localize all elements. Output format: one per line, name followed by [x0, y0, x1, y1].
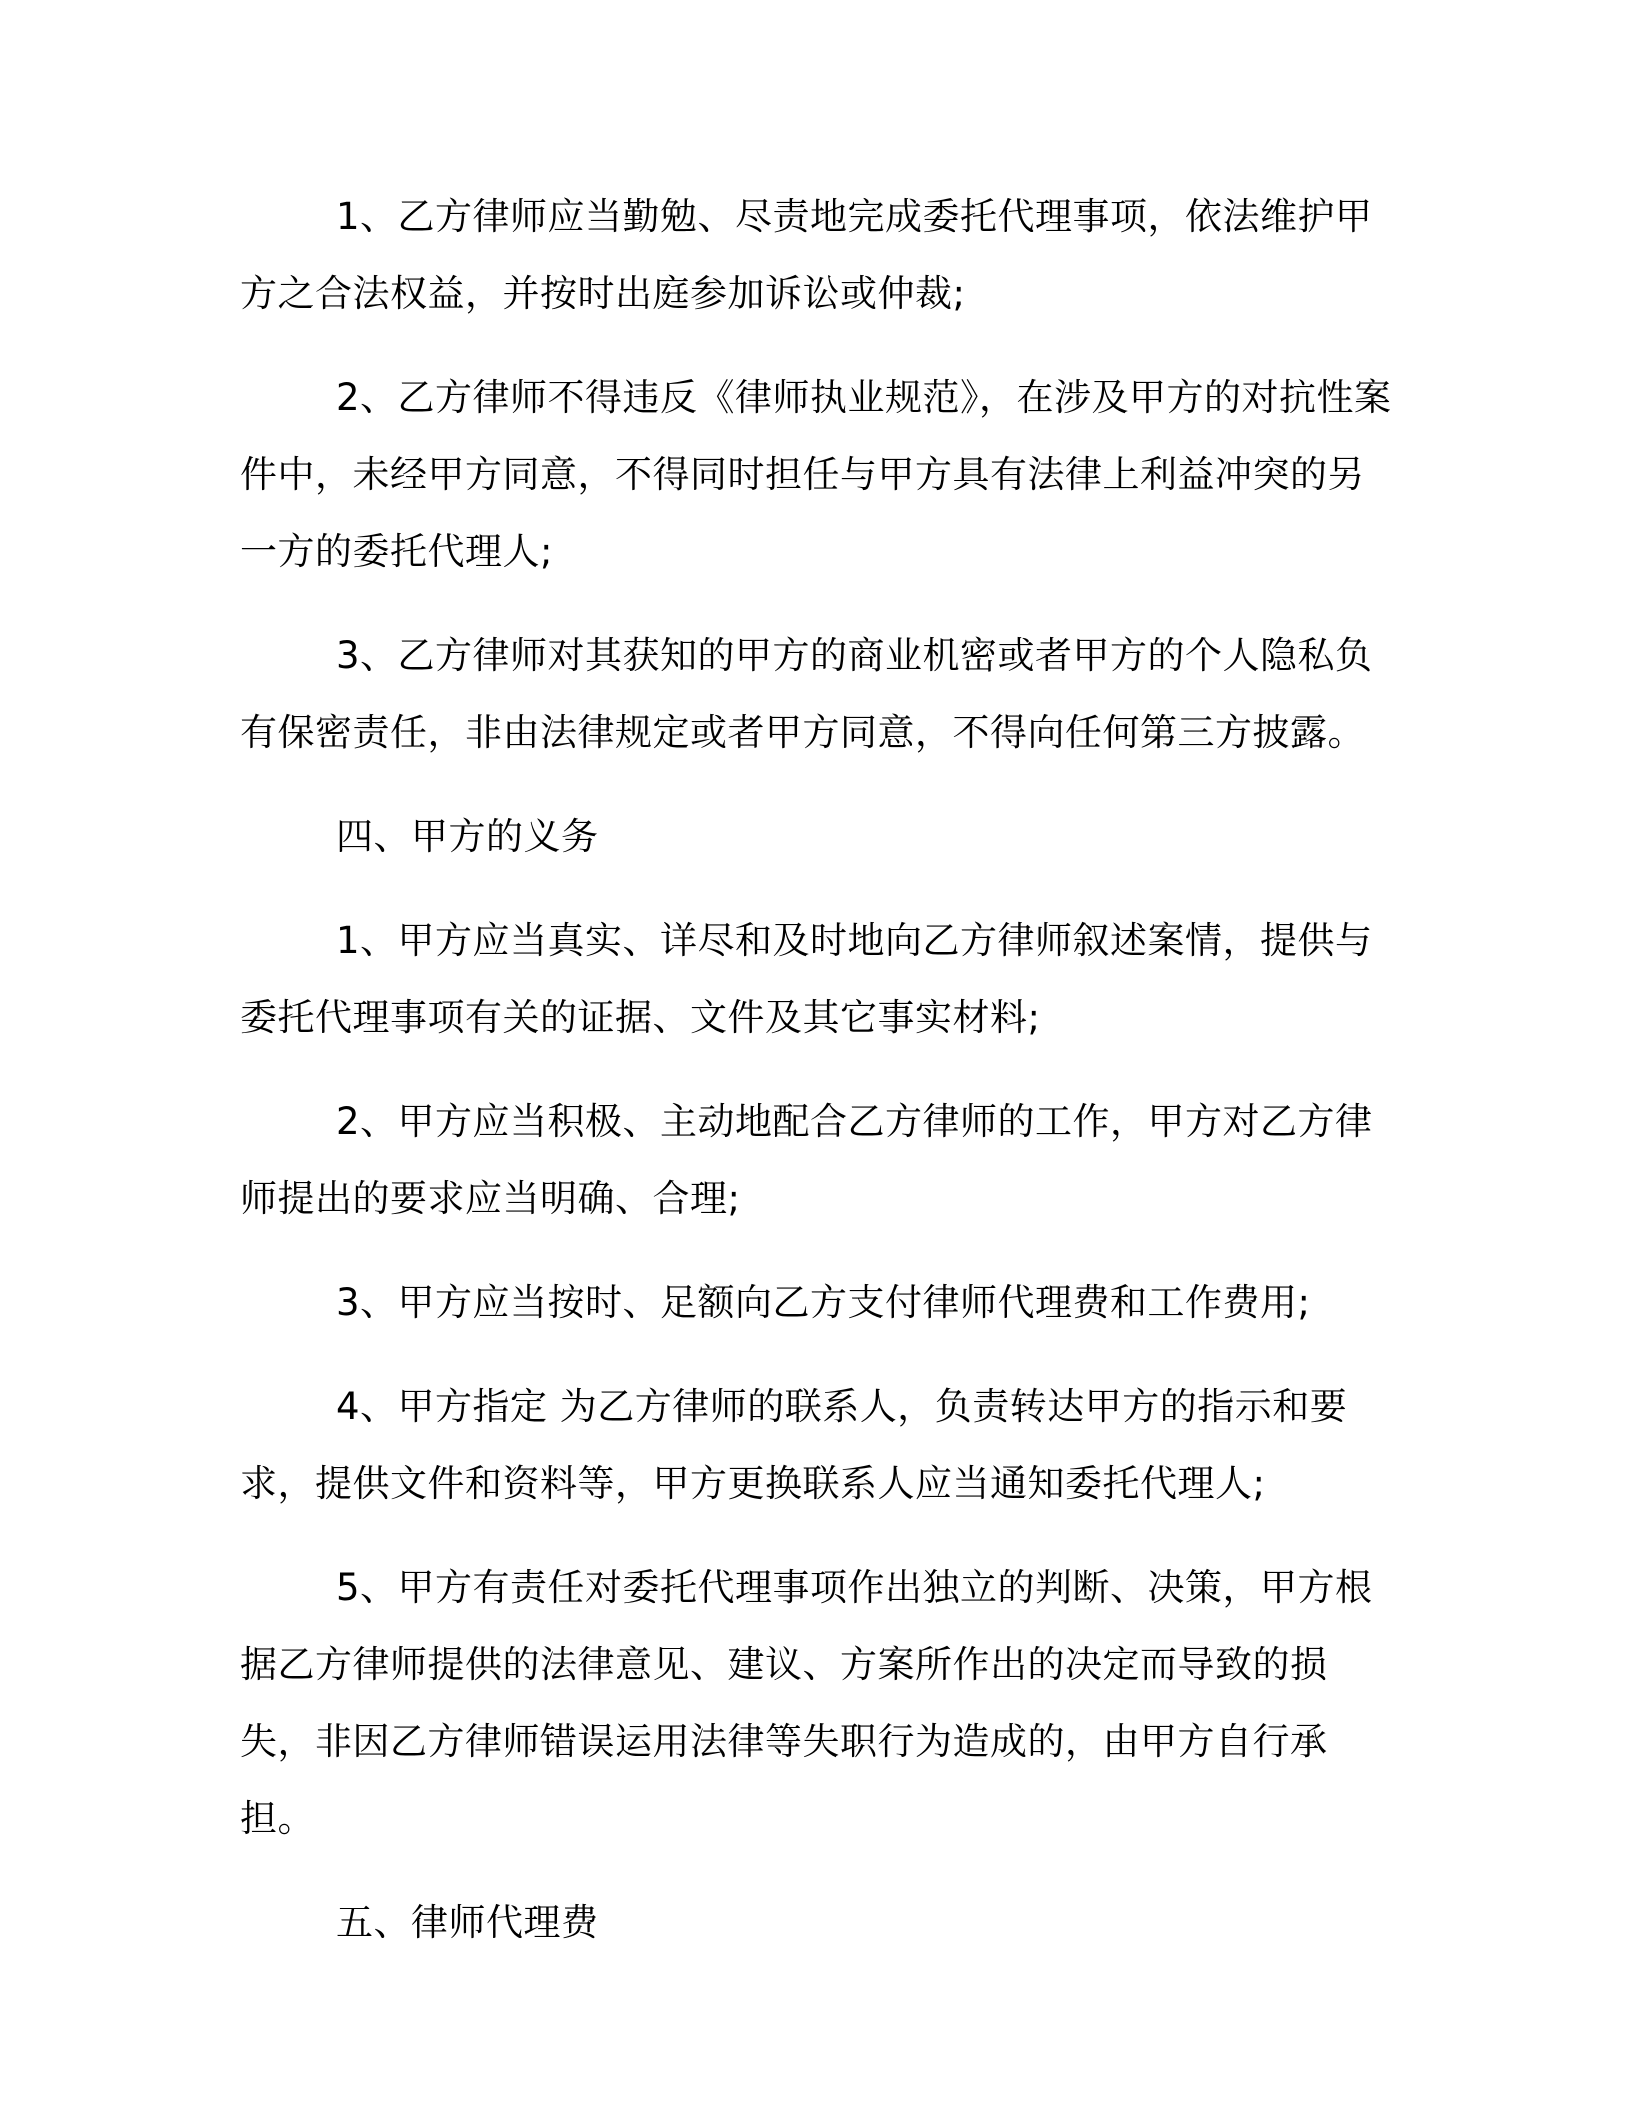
clause-a-2: 2、甲方应当积极、主动地配合乙方律师的工作，甲方对乙方律师提出的要求应当明确、合理; — [240, 1100, 1373, 1220]
clause-a-4: 4、甲方指定 为乙方律师的联系人，负责转达甲方的指示和要求，提供文件和资料等，甲方更换联系人应当通知委托代理人; — [240, 1385, 1348, 1505]
clause-a-3: 3、甲方应当按时、足额向乙方支付律师代理费和工作费用; — [336, 1281, 1311, 1324]
clause-a-1: 1、甲方应当真实、详尽和及时地向乙方律师叙述案情，提供与委托代理事项有关的证据、文件及其它事实材料; — [240, 919, 1373, 1039]
clause-b-3: 3、乙方律师对其获知的甲方的商业机密或者甲方的个人隐私负有保密责任，非由法律规定或者甲方同意，不得向任何第三方披露。 — [240, 634, 1373, 754]
section-heading-5: 五、律师代理费 — [336, 1901, 599, 1944]
section-heading-4: 四、甲方的义务 — [336, 815, 599, 858]
clause-b-2: 2、乙方律师不得违反《律师执业规范》，在涉及甲方的对抗性案件中，未经甲方同意，不得同时担任与甲方具有法律上利益冲突的另一方的委托代理人; — [240, 376, 1392, 573]
clause-a-5: 5、甲方有责任对委托代理事项作出独立的判断、决策，甲方根据乙方律师提供的法律意见、建议、方案所作出的决定而导致的损失，非因乙方律师错误运用法律等失职行为造成的，由甲方自行承担。 — [240, 1566, 1373, 1840]
clause-b-1: 1、乙方律师应当勤勉、尽责地完成委托代理事项，依法维护甲方之合法权益，并按时出庭参加诉讼或仲裁; — [240, 195, 1373, 315]
document-page — [240, 178, 1400, 1988]
